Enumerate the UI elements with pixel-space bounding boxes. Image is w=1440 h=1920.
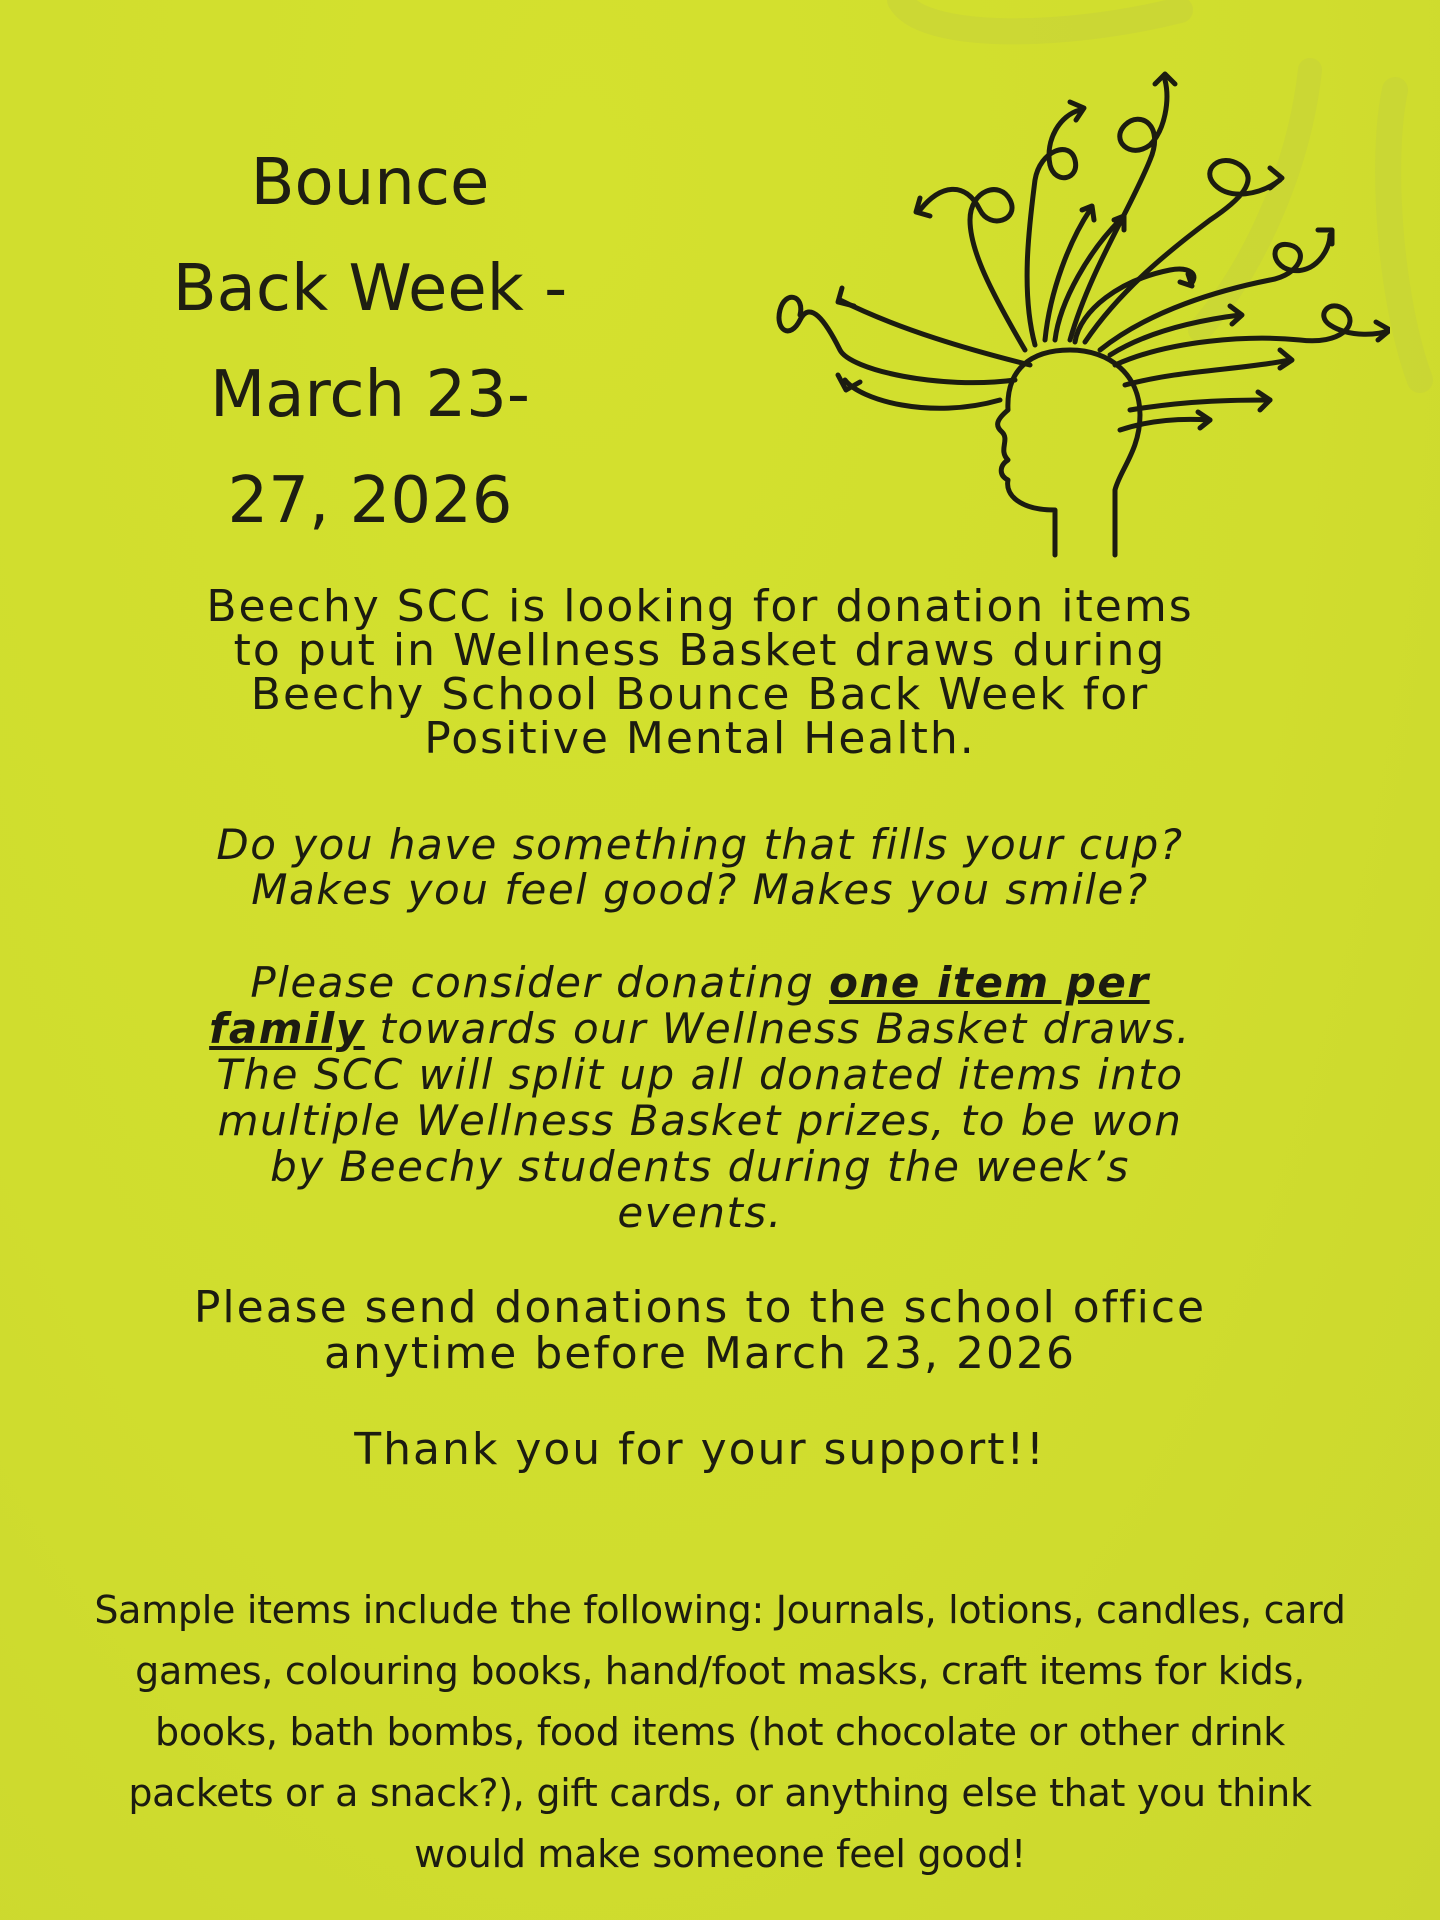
event-title bbox=[120, 130, 620, 554]
title-line: March 23- bbox=[210, 358, 530, 432]
send-line: Please send donations to the school office bbox=[193, 1282, 1207, 1333]
request-line bbox=[100, 960, 1300, 1006]
intro-paragraph bbox=[100, 581, 1300, 764]
request-line-rest: towards our Wellness Basket draws. bbox=[364, 1004, 1191, 1053]
samples-line: packets or a snack?), gift cards, or anything else that you think bbox=[128, 1771, 1312, 1815]
intro-line: Positive Mental Health. bbox=[424, 713, 976, 764]
samples-line: games, colouring books, hand/foot masks, craft items for kids, bbox=[135, 1649, 1305, 1693]
request-line bbox=[100, 1006, 1300, 1052]
request-emphasis-second: family bbox=[209, 1004, 365, 1053]
head-with-swirling-arrows-icon bbox=[770, 70, 1390, 570]
request-emphasis-first: one item per bbox=[829, 958, 1150, 1007]
sample-items-paragraph bbox=[20, 1580, 1420, 1885]
question-paragraph bbox=[100, 822, 1300, 912]
title-line: 27, 2026 bbox=[227, 464, 513, 538]
request-line: events. bbox=[617, 1188, 783, 1237]
samples-line: books, bath bombs, food items (hot chocolate or other drink bbox=[155, 1710, 1285, 1754]
send-instructions bbox=[100, 1282, 1300, 1379]
question-line: Makes you feel good? Makes you smile? bbox=[251, 865, 1149, 914]
send-line: anytime before March 23, 2026 bbox=[324, 1328, 1076, 1379]
question-line: Do you have something that fills your cup? bbox=[216, 820, 1184, 869]
request-line: multiple Wellness Basket prizes, to be won bbox=[217, 1096, 1183, 1145]
title-line: Bounce bbox=[250, 146, 490, 220]
samples-line: would make someone feel good! bbox=[414, 1832, 1026, 1876]
samples-line: Sample items include the following: Journals, lotions, candles, card bbox=[94, 1588, 1346, 1632]
title-line: Back Week - bbox=[172, 252, 568, 326]
intro-line: Beechy School Bounce Back Week for bbox=[250, 669, 1150, 720]
thank-you-text: Thank you for your support!! bbox=[354, 1424, 1046, 1475]
intro-line: Beechy SCC is looking for donation items bbox=[206, 581, 1194, 632]
intro-line: to put in Wellness Basket draws during bbox=[233, 625, 1167, 676]
request-paragraph bbox=[100, 960, 1300, 1236]
request-line: The SCC will split up all donated items into bbox=[216, 1050, 1184, 1099]
request-line: by Beechy students during the week’s bbox=[270, 1142, 1130, 1191]
request-line-start: Please consider donating bbox=[250, 958, 830, 1007]
